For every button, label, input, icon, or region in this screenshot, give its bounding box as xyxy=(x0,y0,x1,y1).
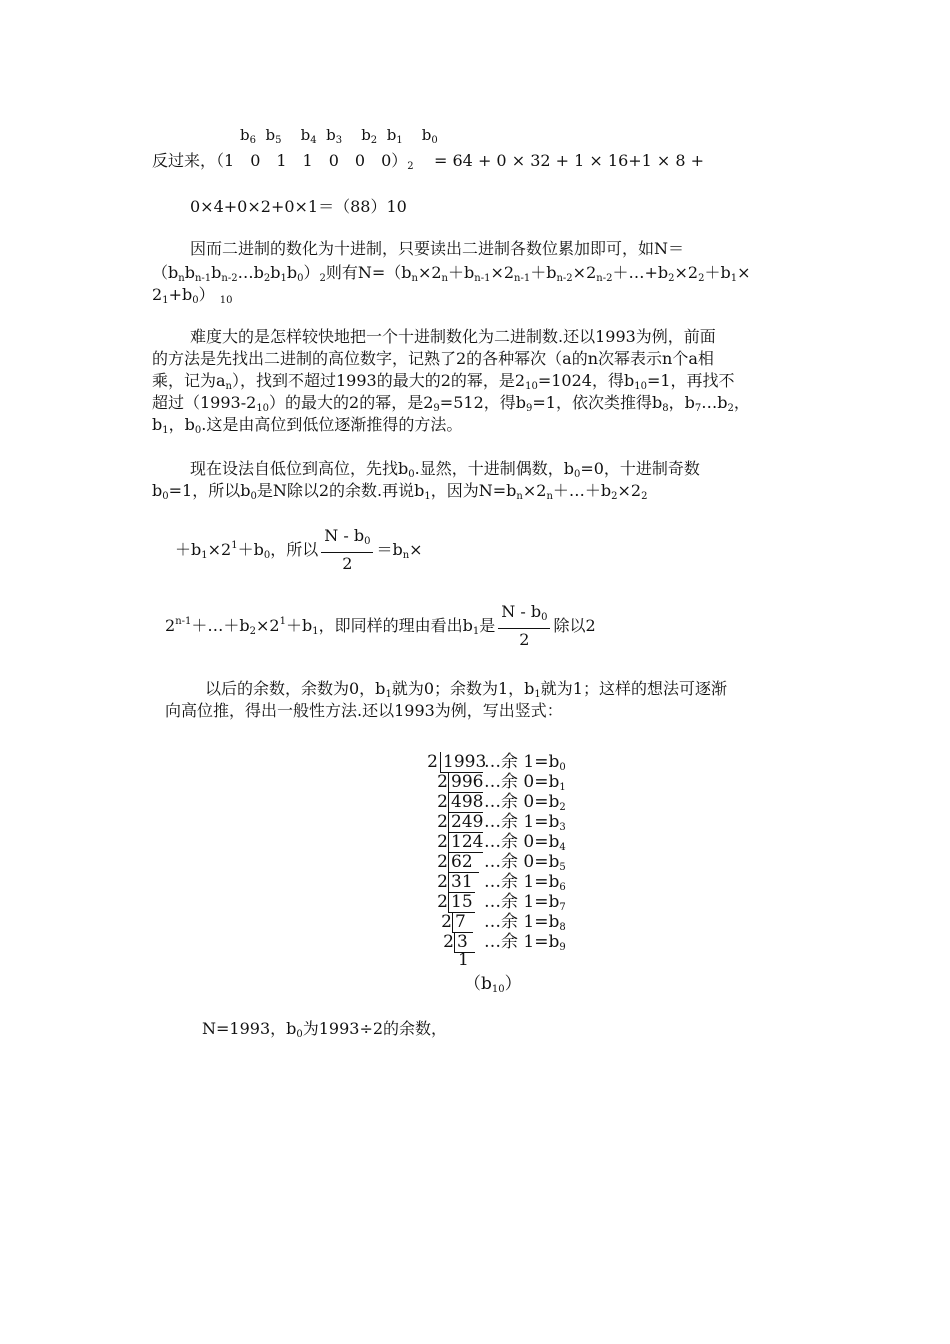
divisor: 2 xyxy=(427,752,438,772)
divisor: 2 xyxy=(437,892,448,912)
fraction-n-minus-b0-2: $\frac{N - b_0}{2}$ xyxy=(498,602,550,651)
quotient: 498 xyxy=(448,792,483,813)
quotient: 7 xyxy=(452,912,473,933)
para2-line2: 的方法是先找出二进制的高位数字，记熟了2的各种幂次（a的n次幂表示n个a相 xyxy=(152,349,714,368)
fraction-n-minus-b0: $\frac{N - b_0}{2}$ xyxy=(321,526,373,575)
binary-digits: （1 0 1 1 0 0 0） xyxy=(216,151,408,170)
divisor: 2 xyxy=(443,932,454,952)
para2-line3: 乘，记为$a_n$），找到不超过1993的最大的2的幂，是$2_{10}=1024$，得$b_{10}=1$，再找不 xyxy=(152,371,735,392)
quotient: 3 xyxy=(454,932,475,953)
para1-line3: $2_1+b_0$） $_{10}$ xyxy=(152,285,233,306)
quotient: 1993 xyxy=(440,752,483,773)
quotient: 996 xyxy=(448,772,483,793)
remainder: …余 $1=b_3$ xyxy=(484,812,566,833)
final-line: N=1993，$b_0$为1993÷2的余数， xyxy=(202,1019,448,1040)
para1-line1: 因而二进制的数化为十进制，只要读出二进制各数位累加即可，如N＝ xyxy=(190,239,685,258)
remainder: …余 $1=b_8$ xyxy=(484,912,566,933)
para3-line2: $b_0=1$，所以$b_0$是N除以2的余数.再说$b_1$，因为$N=b_n\times 2_n+\dots+b_2\times 2_2$ xyxy=(152,481,648,502)
remainder: …余 $1=b_0$ xyxy=(484,752,566,773)
quotient: 249 xyxy=(448,812,483,833)
divisor: 2 xyxy=(441,912,452,932)
quotient: 124 xyxy=(448,832,483,853)
formula-2: $2^{n-1}+\dots+b_2\times 2^1+b_1$，即同样的理由看出$b_1$是 $\frac{N - b_0}{2}$ 除以2 xyxy=(165,602,596,649)
divisor: 2 xyxy=(437,852,448,872)
remainder: …余 $0=b_5$ xyxy=(484,852,566,873)
formula-1: $+b_1\times 2^1+b_0$，所以 $\frac{N - b_0}{2}$ $=b_n\times$ xyxy=(175,526,423,573)
divisor: 2 xyxy=(437,772,448,792)
divisor: 2 xyxy=(437,872,448,892)
binary-to-decimal-line: 反过来，（1 0 1 1 0 0 $0)_2$ = 64 + 0 × 32 + 1 × 16+1 × 8 + xyxy=(152,151,705,172)
lead-text: 反过来， xyxy=(152,151,217,170)
para4-line1: 以后的余数，余数为0，$b_1$就为0；余数为1，$b_1$就为1；这样的想法可逐渐 xyxy=(205,679,727,700)
expansion-expr: = 64 + 0 × 32 + 1 × 16+1 × 8 + xyxy=(434,151,705,170)
final-quotient: 1 xyxy=(458,950,469,970)
para1-line2: $(b_nb_{n-1}b_{n-2}\dots b_2b_1b_0)_2$则有$N=(b_n\times 2_n+b_{n-1}\times 2_{n-1}+b_{n-2}\times 2_{n-2}+\dots+b_2\times 2_2+b_1\times$ xyxy=(152,263,751,284)
divisor: 2 xyxy=(437,812,448,832)
remainder: …余 $0=b_1$ xyxy=(484,772,566,793)
remainder: …余 $1=b_6$ xyxy=(484,872,566,893)
quotient: 62 xyxy=(448,852,479,873)
expansion-continued: 0×4+0×2+0×1＝（88）10 xyxy=(190,197,407,216)
final-quotient-label: $(b_{10})$ xyxy=(464,974,522,995)
para2-line4: 超过$(1993-2_{10})$的最大的2的幂，是$2_9=512$，得$b_9=1$，依次类推得$b_8$，$b_7\dots b_2$， xyxy=(152,393,750,414)
division-diagram xyxy=(420,752,600,997)
divisor: 2 xyxy=(437,792,448,812)
para3-line1: 现在设法自低位到高位，先找$b_0$.显然，十进制偶数，$b_0=0$，十进制奇数 xyxy=(190,459,700,480)
quotient: 31 xyxy=(448,872,475,893)
para2-line5: $b_1$，$b_0$.这是由高位到低位逐渐推得的方法。 xyxy=(152,415,463,436)
para2-line1: 难度大的是怎样较快地把一个十进制数化为二进制数.还以1993为例，前面 xyxy=(190,327,716,346)
quotient: 15 xyxy=(448,892,475,913)
bit-labels: $b_6$ $b_5$ $b_4$ $b_3$ $b_2$ $b_1$ $b_0$ xyxy=(240,126,438,146)
remainder: …余 $1=b_7$ xyxy=(484,892,566,913)
para4-line2: 向高位推，得出一般性方法.还以1993为例，写出竖式： xyxy=(165,701,563,720)
remainder: …余 $1=b_9$ xyxy=(484,932,566,953)
remainder: …余 $0=b_4$ xyxy=(484,832,566,853)
remainder: …余 $0=b_2$ xyxy=(484,792,566,813)
divisor: 2 xyxy=(437,832,448,852)
